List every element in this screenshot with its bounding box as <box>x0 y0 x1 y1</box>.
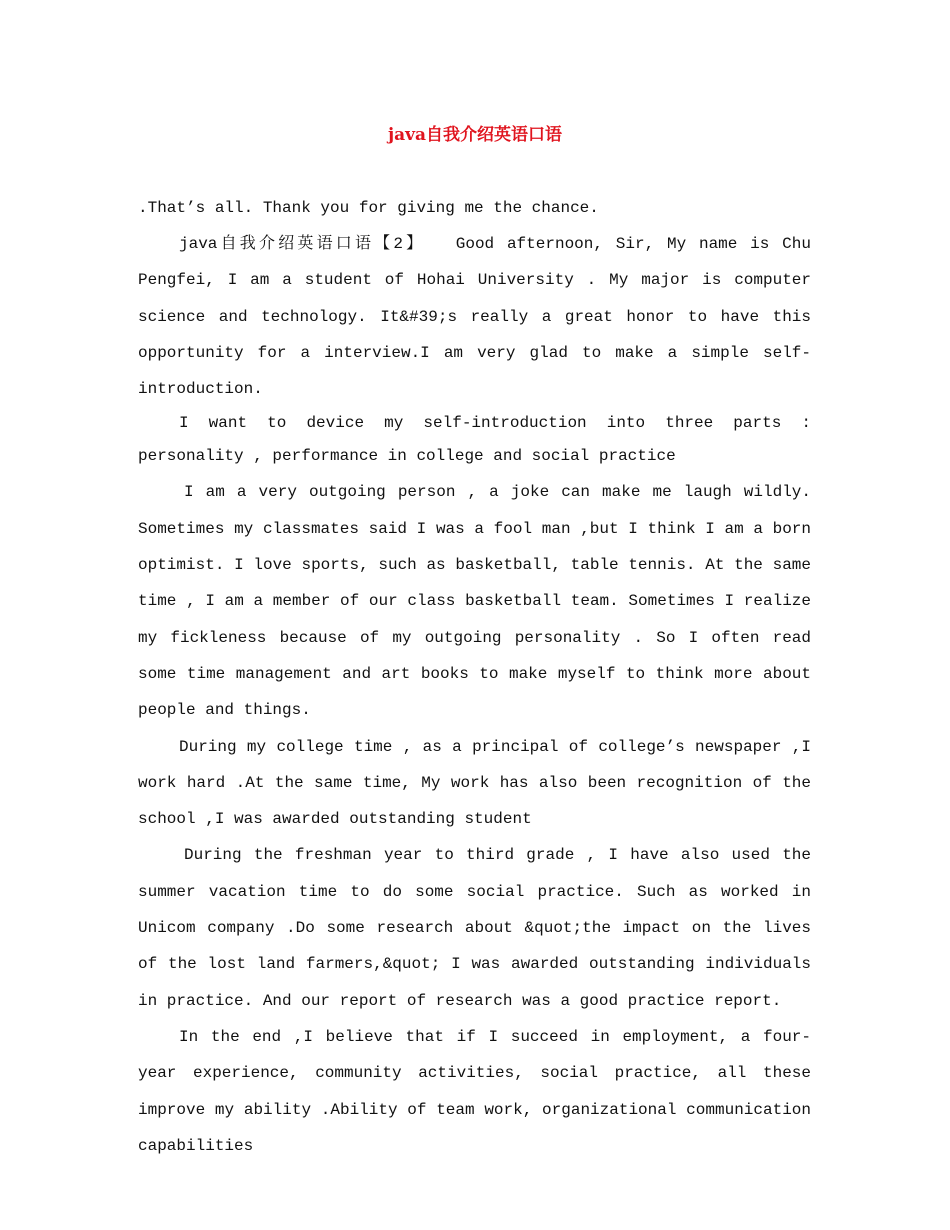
paragraph-closing: .That’s all. Thank you for giving me the chance. <box>138 199 599 217</box>
document-title: java自我介绍英语口语 <box>387 125 563 145</box>
paragraph-college: During my college time , as a principal of college’s newspaper ,I work hard .At the same time, My work has also been recognition of the school ,I was awarded outstanding student <box>138 737 811 829</box>
paragraph-conclusion: In the end ,I believe that if I succeed in employment, a four-year experience, community activities, social practice, all these improve my ability .Ability of team work, organizational communication capabilities <box>138 1027 811 1155</box>
paragraph-personality: I am a very outgoing person , a joke can make me laugh wildly. Sometimes my classmates said I was a fool man ,but I think I am a born optimist. I love sports, such as basketball, table tennis. At the same time , I am a member of our class basketball team. Sometimes I realize my fickleness because of my outgoing personality . So I often read some time management and art books to make myself to think more about people and things. <box>138 483 811 720</box>
paragraph-parts: I want to device my self-introduction into three parts : personality , performance in college and social practice <box>138 414 811 466</box>
paragraph-intro: java自我介绍英语口语【2】 Good afternoon, Sir, My name is Chu Pengfei, I am a student of Hohai University . My major is computer science and technology. It&#39;s really a great honor to have this opportunity for a interview.I am very glad to make a simple self-introduction. <box>138 235 811 399</box>
document-body <box>138 192 811 1164</box>
paragraph-practice: During the freshman year to third grade , I have also used the summer vacation time to do some social practice. Such as worked in Unicom company .Do some research about &quot;the impact on the lives of the lost land farmers,&quot; I was awarded outstanding individuals in practice. And our report of research was a good practice report. <box>138 846 811 1010</box>
